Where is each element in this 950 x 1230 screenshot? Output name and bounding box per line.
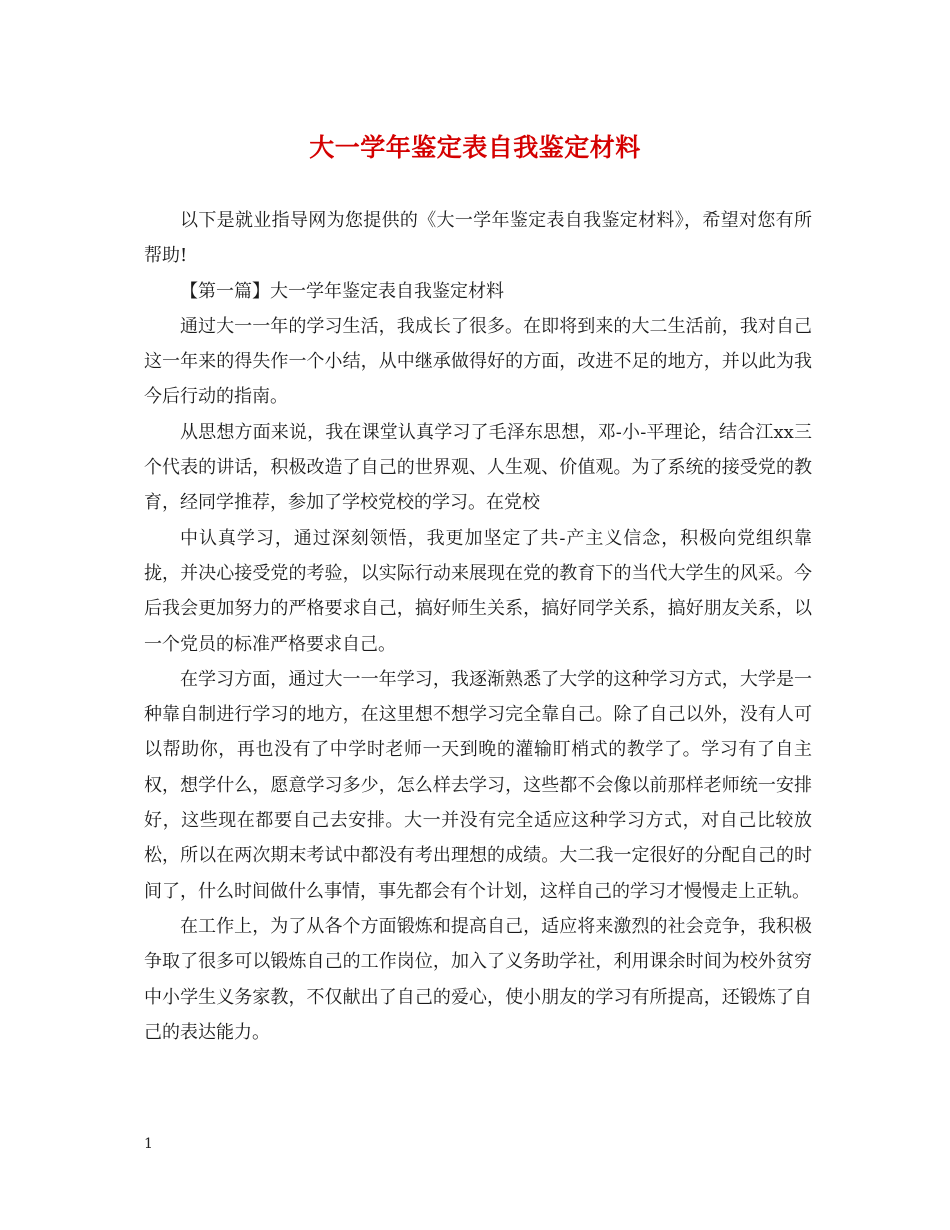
body-paragraph: 在工作上，为了从各个方面锻炼和提高自己，适应将来激烈的社会竞争，我积极争取了很多可以锻炼自己的工作岗位，加入了义务助学社，利用课余时间为校外贫穷中小学生义务家教，不仅献出了自己的爱心，使小朋友的学习有所提高，还锻炼了自己的表达能力。 bbox=[144, 915, 812, 1043]
body-paragraph: 从思想方面来说，我在课堂认真学习了毛泽东思想，邓-小-平理论，结合江xx三个代表的讲话，积极改造了自己的世界观、人生观、价值观。为了系统的接受党的教育，经同学推荐，参加了学校党校的学习。在党校 bbox=[144, 421, 812, 514]
body-paragraph: 通过大一一年的学习生活，我成长了很多。在即将到来的大二生活前，我对自己这一年来的得失作一个小结，从中继承做得好的方面，改进不足的地方，并以此为我今后行动的指南。 bbox=[144, 315, 812, 408]
body-paragraph: 在学习方面，通过大一一年学习，我逐渐熟悉了大学的这种学习方式，大学是一种靠自制进行学习的地方，在这里想不想学习完全靠自己。除了自己以外，没有人可以帮助你，再也没有了中学时老师一天到晚的灌输盯梢式的教学了。学习有了自主权，想学什么，愿意学习多少，怎么样去学习，这些都不会像以前那样老师统一安排好，这些现在都要自己去安排。大一并没有完全适应这种学习方式，对自己比较放松，所以在两次期末考试中都没有考出理想的成绩。大二我一定很好的分配自己的时间了，什么时间做什么事情，事先都会有个计划，这样自己的学习才慢慢走上正轨。 bbox=[144, 668, 812, 902]
page-number: 1 bbox=[144, 1136, 153, 1152]
intro-paragraph: 以下是就业指导网为您提供的《大一学年鉴定表自我鉴定材料》，希望对您有所帮助! bbox=[144, 210, 812, 267]
document-title: 大一学年鉴定表自我鉴定材料 bbox=[309, 133, 641, 162]
body-paragraph: 中认真学习，通过深刻领悟，我更加坚定了共-产主义信念，积极向党组织靠拢，并决心接受党的考验，以实际行动来展现在党的教育下的当代大学生的风采。今后我会更加努力的严格要求自己，搞好师生关系，搞好同学关系，搞好朋友关系，以一个党员的标准严格要求自己。 bbox=[144, 527, 812, 655]
document-body bbox=[144, 203, 812, 1050]
section-heading: 【第一篇】大一学年鉴定表自我鉴定材料 bbox=[180, 280, 504, 302]
